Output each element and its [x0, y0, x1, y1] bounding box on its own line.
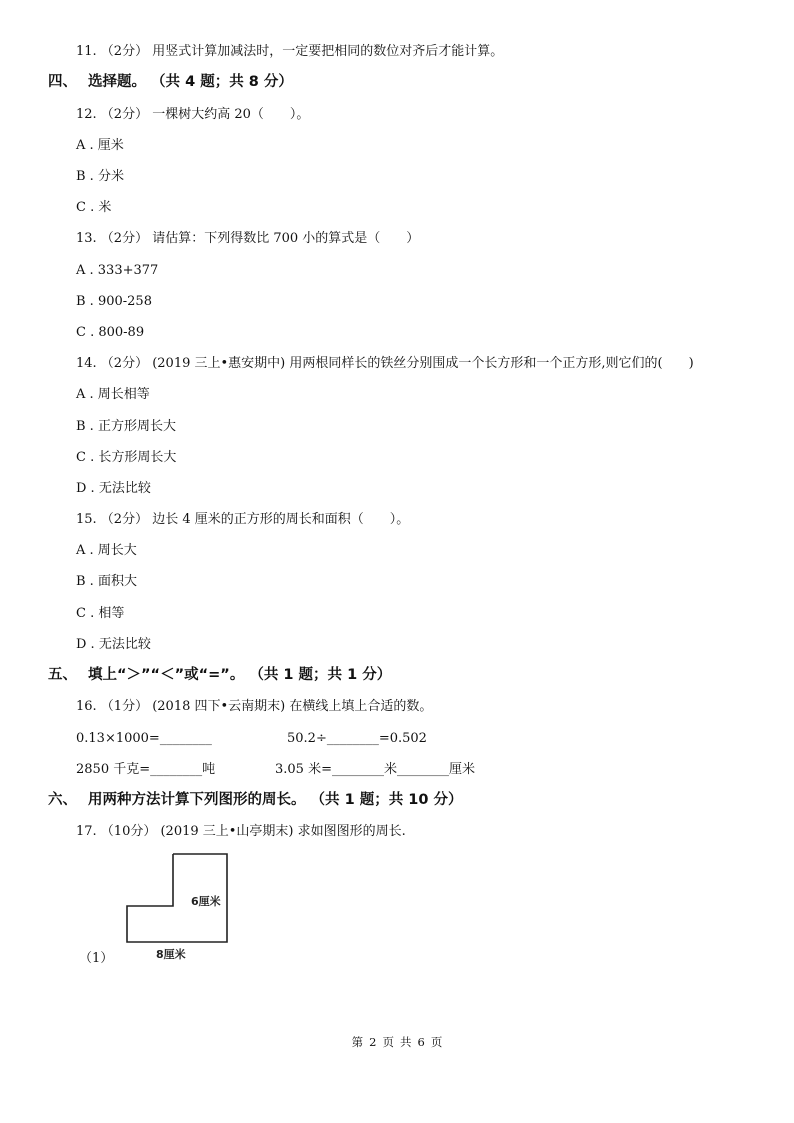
section-4-title: 选择题。 （共 4 题；共 8 分） [88, 74, 293, 90]
question-12-option-c: C . 米 [76, 200, 112, 215]
question-16-blank-3: 2850 千克=________吨 [76, 762, 216, 777]
footer-page-word-2: 页 [382, 1035, 394, 1049]
section-6-number: 六、 [48, 792, 77, 808]
question-11: 11. （2分） 用竖式计算加减法时，一定要把相同的数位对齐后才能计算。 [76, 44, 504, 59]
question-13-option-c: C . 800-89 [76, 325, 145, 340]
question-13-option-a: A . 333+377 [76, 263, 159, 278]
question-12-option-b: B . 分米 [76, 169, 124, 184]
question-16-blank-4: 3.05 米=________米________厘米 [275, 762, 475, 777]
section-5-heading [48, 665, 391, 685]
height-label: 6厘米 [191, 895, 221, 908]
question-14-option-d: D . 无法比较 [76, 481, 151, 496]
width-label: 8厘米 [156, 948, 186, 961]
question-17-stem: 17. （10分） (2019 三上•山亭期末) 求如图图形的周长. [76, 824, 406, 839]
section-6-title: 用两种方法计算下列图形的周长。 （共 1 题；共 10 分） [88, 792, 463, 808]
question-15-option-b: B . 面积大 [76, 574, 137, 589]
page-footer [0, 1034, 794, 1050]
section-5-number: 五、 [48, 667, 77, 683]
question-13-option-b: B . 900-258 [76, 294, 152, 309]
question-15-stem: 15. （2分） 边长 4 厘米的正方形的周长和面积（ ）。 [76, 512, 410, 527]
l-shape-figure [120, 848, 240, 970]
section-4-number: 四、 [48, 74, 77, 90]
question-15-option-d: D . 无法比较 [76, 637, 151, 652]
footer-current-page: 2 [369, 1035, 377, 1049]
question-14-option-a: A . 周长相等 [76, 387, 150, 402]
question-14-option-b: B . 正方形周长大 [76, 419, 176, 434]
section-4-heading [48, 72, 293, 92]
footer-page-word-3: 页 [430, 1035, 443, 1049]
question-16-blank-2: 50.2÷________=0.502 [287, 731, 427, 746]
footer-total-word: 共 [400, 1035, 412, 1049]
question-16-stem: 16. （1分） (2018 四下•云南期末) 在横线上填上合适的数。 [76, 699, 433, 714]
sub-question-label: （1） [79, 951, 114, 966]
question-16-blank-1: 0.13×1000=________ [76, 731, 212, 746]
question-14-stem: 14. （2分） (2019 三上•惠安期中) 用两根同样长的铁丝分别围成一个长方形和一个正方形,则它们的( ) [76, 356, 694, 371]
question-13-stem: 13. （2分） 请估算：下列得数比 700 小的算式是（ ） [76, 231, 420, 246]
section-5-title: 填上“＞”“＜”或“=”。 （共 1 题；共 1 分） [88, 667, 392, 683]
question-15-option-c: C . 相等 [76, 606, 125, 621]
question-14-option-c: C . 长方形周长大 [76, 450, 177, 465]
footer-page-word: 第 [351, 1035, 364, 1049]
question-12-option-a: A . 厘米 [76, 138, 124, 153]
question-12-stem: 12. （2分） 一棵树大约高 20（ ）。 [76, 107, 310, 122]
question-15-option-a: A . 周长大 [76, 543, 137, 558]
footer-total-pages: 6 [417, 1035, 425, 1049]
section-6-heading [48, 790, 463, 810]
